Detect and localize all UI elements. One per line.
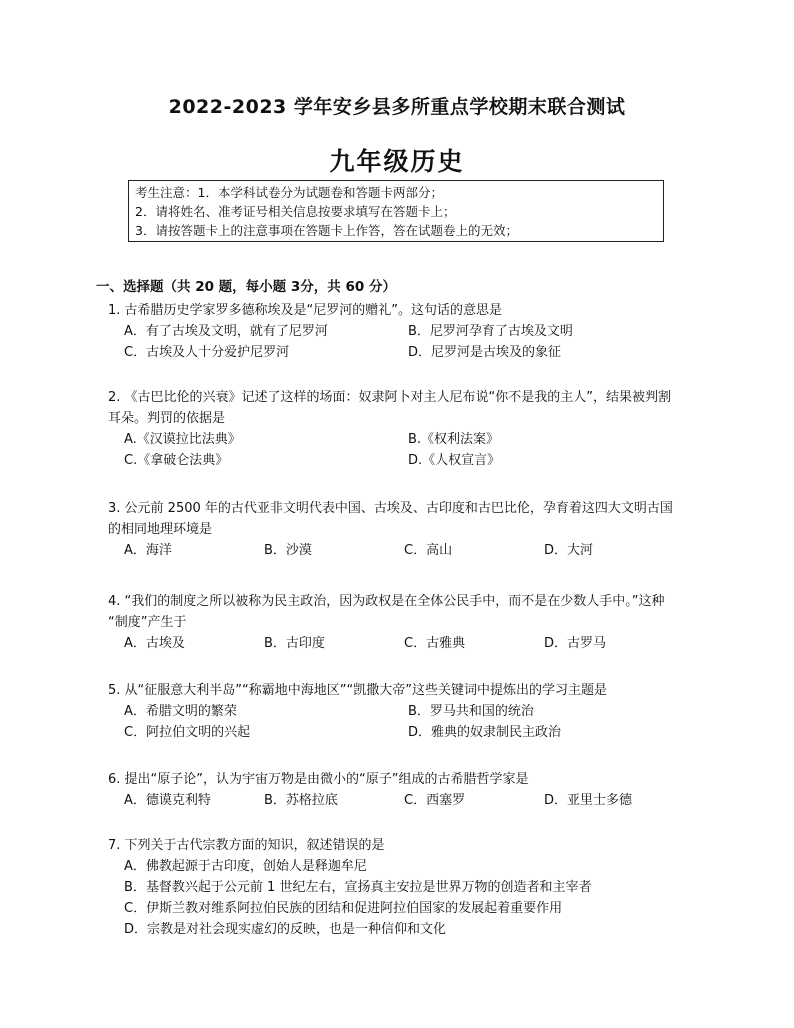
question-stem: 4. “我们的制度之所以被称为民主政治，因为政权是在全体公民手中，而不是在少数人手中。”这种 [108,594,665,609]
option-d[interactable]: D．亚里士多德 [544,793,633,808]
question-stem: 6. 提出“原子论”，认为宇宙万物是由微小的“原子”组成的古希腊哲学家是 [108,772,529,787]
option-d[interactable]: D．尼罗河是古埃及的象征 [408,345,562,360]
option-b[interactable]: B.《权利法案》 [408,432,500,447]
question-stem-cont: 的相同地理环境是 [108,522,213,537]
option-a[interactable]: A．德谟克利特 [124,793,211,808]
notice-line: 考生注意：1．本学科试卷分为试题卷和答题卡两部分； [135,185,443,200]
option-row [108,898,708,919]
option-c[interactable]: C．古雅典 [404,636,466,651]
option-row [108,540,708,561]
question-7 [108,835,708,940]
option-c[interactable]: C．高山 [404,543,453,558]
question-stem: 7. 下列关于古代宗教方面的知识，叙述错误的是 [108,838,385,853]
option-row [108,633,708,654]
option-b[interactable]: B．沙漠 [264,543,312,558]
option-b[interactable]: B．罗马共和国的统治 [408,704,534,719]
notice-line: 2．请将姓名、准考证号相关信息按要求填写在答题卡上； [135,204,456,219]
question-2 [108,387,708,471]
option-c[interactable]: C．西塞罗 [404,793,466,808]
option-row [108,342,708,363]
option-d[interactable]: D．古罗马 [544,636,607,651]
option-a[interactable]: A．佛教起源于古印度，创始人是释迦牟尼 [124,859,367,874]
question-stem: 2. 《古巴比伦的兴衰》记述了这样的场面：奴隶阿卜对主人尼布说“你不是我的主人”，结果被判割 [108,390,672,405]
option-row [108,877,708,898]
option-d[interactable]: D．大河 [544,543,594,558]
option-c[interactable]: C．古埃及人十分爱护尼罗河 [124,345,290,360]
option-row [108,790,708,811]
option-a[interactable]: A.《汉谟拉比法典》 [124,432,241,447]
question-stem: 3. 公元前 2500 年的古代亚非文明代表中国、古埃及、古印度和古巴比伦，孕育着这四大文明古国 [108,501,673,516]
question-stem-cont: “制度”产生于 [108,615,187,630]
option-row [108,429,708,450]
page-subtitle: 九年级历史 [329,147,465,176]
option-d[interactable]: D．宗教是对社会现实虚幻的反映，也是一种信仰和文化 [124,922,447,937]
option-a[interactable]: A．海洋 [124,543,172,558]
option-a[interactable]: A．希腊文明的繁荣 [124,704,237,719]
option-b[interactable]: B．基督教兴起于公元前 1 世纪左右，宣扬真主安拉是世界万物的创造者和主宰者 [124,880,592,895]
option-row [108,856,708,877]
notice-box [128,180,664,242]
option-row [108,450,708,471]
question-4 [108,591,708,654]
option-c[interactable]: C.《拿破仑法典》 [124,453,229,468]
option-b[interactable]: B．古印度 [264,636,325,651]
option-c[interactable]: C．阿拉伯文明的兴起 [124,725,251,740]
option-a[interactable]: A．古埃及 [124,636,185,651]
option-d[interactable]: D.《人权宣言》 [408,453,501,468]
question-stem: 5. 从“征服意大利半岛”“称霸地中海地区”“凯撒大帝”这些关键词中提炼出的学习主题是 [108,683,607,698]
option-b[interactable]: B．尼罗河孕育了古埃及文明 [408,324,573,339]
notice-line: 3．请按答题卡上的注意事项在答题卡上作答，答在试题卷上的无效； [135,223,518,238]
question-5 [108,680,708,743]
option-row [108,722,708,743]
page-title: 2022-2023 学年安乡县多所重点学校期末联合测试 [168,96,626,118]
question-3 [108,498,708,561]
option-row [108,701,708,722]
question-stem-cont: 耳朵。判罚的依据是 [108,411,226,426]
option-b[interactable]: B．苏格拉底 [264,793,338,808]
option-c[interactable]: C．伊斯兰教对维系阿拉伯民族的团结和促进阿拉伯国家的发展起着重要作用 [124,901,563,916]
option-row [108,919,708,940]
question-1 [108,300,708,363]
question-6 [108,769,708,811]
question-stem: 1. 古希腊历史学家罗多德称埃及是“尼罗河的赠礼”。这句话的意思是 [108,303,503,318]
section-heading: 一、选择题（共 20 题，每小题 3分，共 60 分） [96,279,396,295]
option-d[interactable]: D．雅典的奴隶制民主政治 [408,725,562,740]
option-a[interactable]: A．有了古埃及文明，就有了尼罗河 [124,324,328,339]
option-row [108,321,708,342]
